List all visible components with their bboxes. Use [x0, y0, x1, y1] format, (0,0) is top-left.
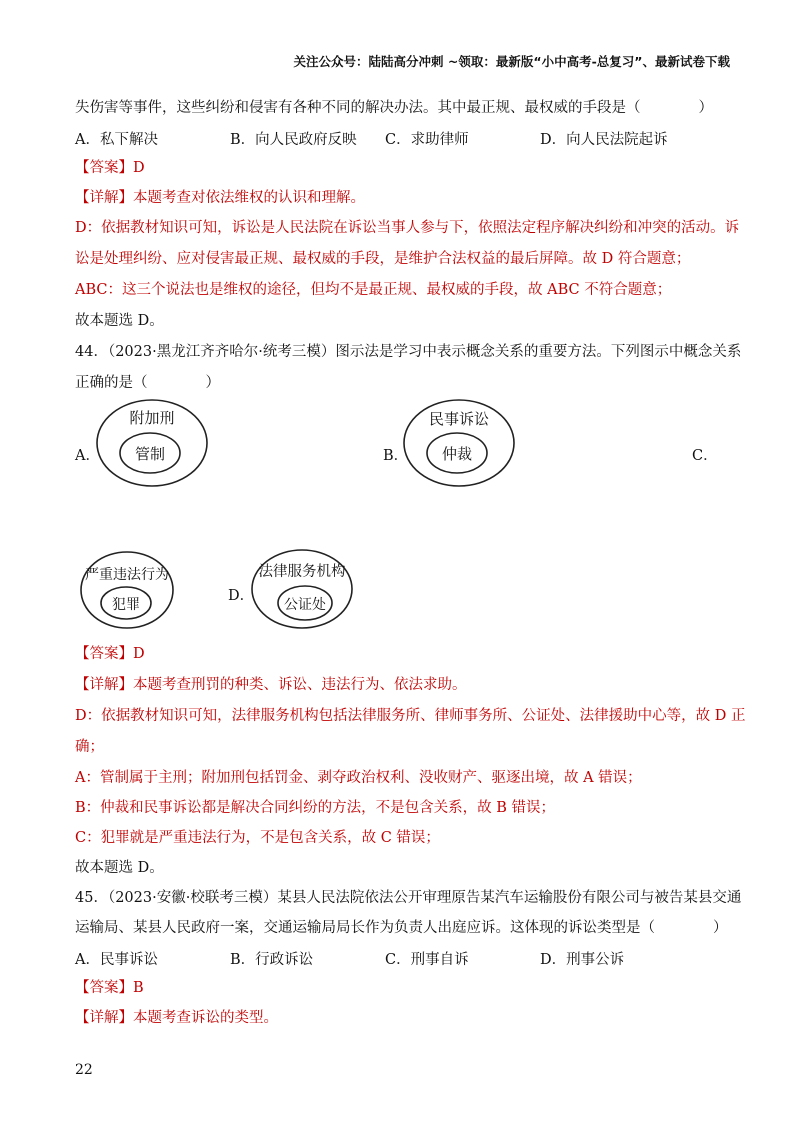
q44-detail-line: C：犯罪就是严重违法行为，不是包含关系，故 C 错误； [75, 830, 440, 846]
q43-detail-head: 【详解】本题考查对依法维权的认识和理解。 [75, 190, 365, 206]
q43-option-d: D．向人民法院起诉 [540, 132, 668, 148]
q43-detail-line: 讼是处理纠纷、应对侵害最正规、最权威的手段，是维护合法权益的最后屏障。故 D 符合题意； [75, 251, 691, 267]
q43-stem-tail: 失伤害等事件，这些纠纷和侵害有各种不同的解决办法。其中最正规、最权威的手段是（ ） [75, 100, 713, 116]
q44-option-label-b: B． [383, 448, 409, 464]
inner-label: 公证处 [284, 597, 326, 613]
q44-detail-line: B：仲裁和民事诉讼都是解决合同纠纷的方法，不是包含关系，故 B 错误； [75, 800, 556, 816]
q45-option-c: C．刑事自诉 [385, 952, 469, 968]
q43-detail-line: ABC：这三个说法也是维权的途径，但均不是最正规、最权威的手段，故 ABC 不符合题意； [75, 282, 672, 298]
venn-diagram-b [402, 398, 517, 492]
q44-option-label-a: A． [75, 448, 100, 464]
outer-label: 严重违法行为 [85, 567, 169, 583]
q43-option-c: C．求助律师 [385, 132, 469, 148]
outer-label: 附加刑 [129, 409, 175, 427]
inner-label: 仲裁 [441, 445, 473, 463]
q44-stem: 正确的是（ ） [75, 375, 220, 391]
q45-option-b: B．行政诉讼 [230, 952, 314, 968]
q44-answer: 【答案】D [75, 646, 145, 662]
q43-detail-line: D：依据教材知识可知，诉讼是人民法院在诉讼当事人参与下，依照法定程序解决纠纷和冲突的活动。诉 [75, 220, 740, 236]
venn-diagram-a [95, 398, 210, 492]
q44-detail-line: 确； [75, 739, 104, 755]
q44-option-label-c: C． [692, 448, 718, 464]
q43-option-a: A．私下解决 [75, 132, 158, 148]
q43-conclusion: 故本题选 D。 [75, 313, 164, 329]
q45-stem: 运输局、某县人民政府一案，交通运输局局长作为负责人出庭应诉。这体现的诉讼类型是（ ） [75, 920, 728, 936]
inner-label: 犯罪 [112, 597, 140, 613]
q43-option-b: B．向人民政府反映 [230, 132, 357, 148]
q45-detail-head: 【详解】本题考查诉讼的类型。 [75, 1010, 278, 1026]
outer-label: 法律服务机构 [258, 564, 346, 580]
inner-label: 管制 [134, 445, 166, 463]
q44-conclusion: 故本题选 D。 [75, 860, 164, 876]
q45-option-d: D．刑事公诉 [540, 952, 625, 968]
venn-diagram-d [250, 548, 355, 634]
q44-detail-line: D：依据教材知识可知，法律服务机构包括法律服务所、律师事务所、公证处、法律援助中心等，故 D 正 [75, 708, 746, 724]
q44-detail-head: 【详解】本题考查刑罚的种类、诉讼、违法行为、依法求助。 [75, 677, 467, 693]
q45-stem: 45．（2023·安徽·校联考三模）某县人民法院依法公开审理原告某汽车运输股份有限公司与被告某县交通 [75, 890, 742, 906]
outer-label: 民事诉讼 [428, 410, 490, 428]
q44-option-label-d: D． [228, 588, 255, 604]
page-header: 关注公众号：陆陆高分冲刺 ~领取：最新版“小中高考-总复习”、最新试卷下载 [293, 54, 730, 69]
q44-stem: 44．（2023·黑龙江齐齐哈尔·统考三模）图示法是学习中表示概念关系的重要方法。下列图示中概念关系 [75, 344, 742, 360]
q43-answer: 【答案】D [75, 160, 145, 176]
outer-circle [252, 550, 352, 628]
venn-diagram-c [80, 550, 175, 634]
q45-option-a: A．民事诉讼 [75, 952, 158, 968]
outer-circle [81, 552, 173, 628]
page-number: 22 [75, 1062, 93, 1078]
q44-detail-line: A：管制属于主刑；附加刑包括罚金、剥夺政治权利、没收财产、驱逐出境，故 A 错误； [75, 770, 642, 786]
q45-answer: 【答案】B [75, 980, 144, 996]
